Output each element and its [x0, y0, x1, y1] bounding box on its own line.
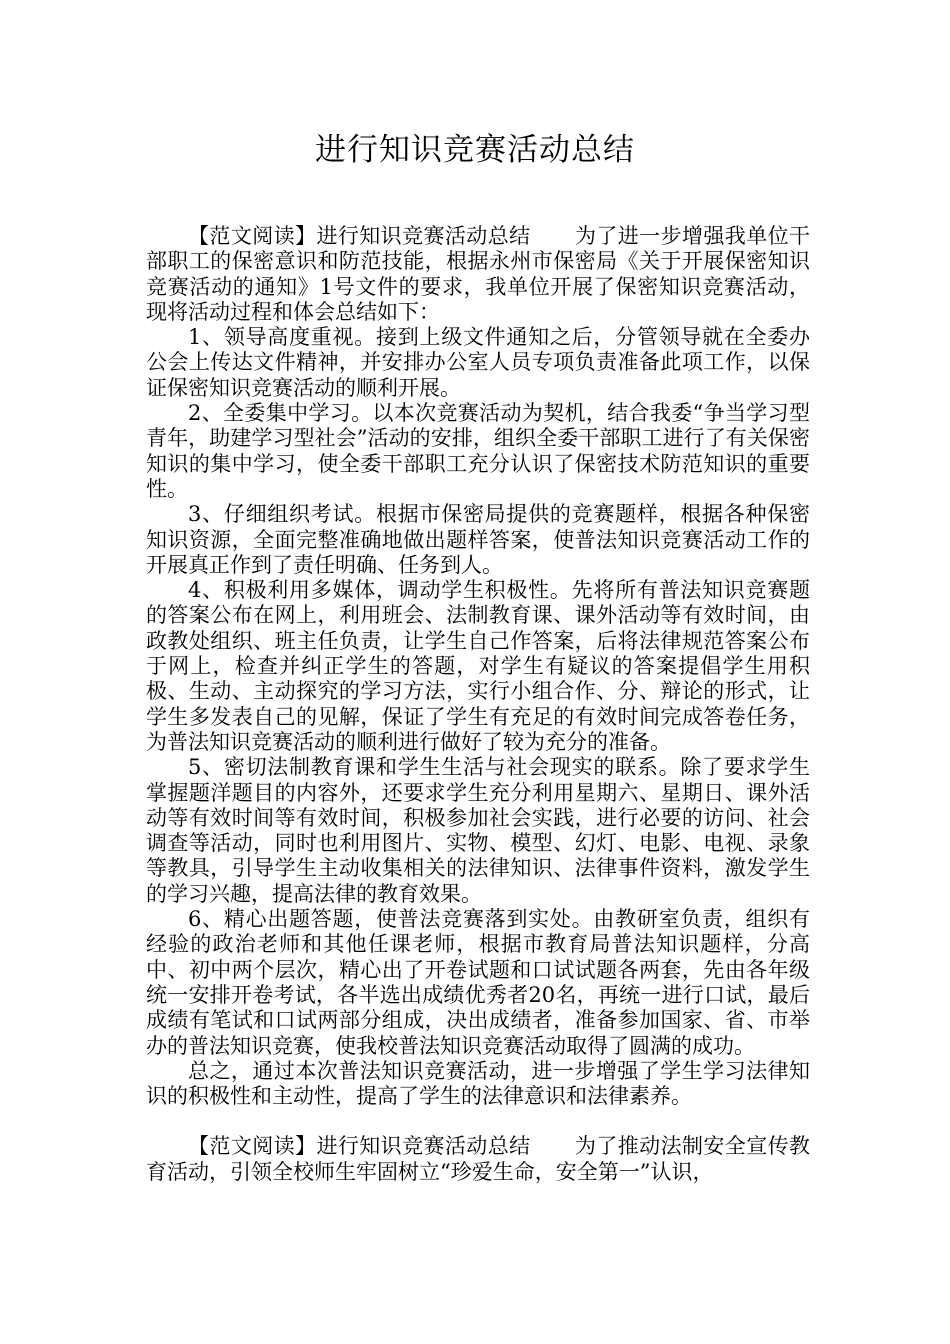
section2-intro-rest: 为了推动法制安全宣传教育活动，引领全校师生牢固树立“珍爱生命，安全第一”认识， [146, 1134, 811, 1184]
list-item: 1、领导高度重视。接到上级文件通知之后，分管领导就在全委办公会上传达文件精神，并安排办公室人员专项负责准备此项工作，以保证保密知识竞赛活动的顺利开展。 [146, 325, 810, 400]
list-item: 3、仔细组织考试。根据市保密局提供的竞赛题样，根据各种保密知识资源，全面完整准确地做出题样答案，使普法知识竞赛活动工作的开展真正作到了责任明确、任务到人。 [146, 502, 810, 577]
section1-intro-rest: 为了进一步增强我单位干部职工的保密意识和防范技能，根据永州市保密局《关于开展保密知识竞赛活动的通知》1号文件的要求，我单位开展了保密知识竞赛活动，现将活动过程和体会总结如下： [146, 224, 811, 324]
list-item: 6、精心出题答题，使普法竞赛落到实处。由教研室负责，组织有经验的政治老师和其他任课老师，根据市教育局普法知识题样，分高中、初中两个层次，精心出了开卷试题和口试试题各两套，先由各年级统一安排开卷考试，各半选出成绩优秀者20名，再统一进行口试，最后成绩有笔试和口试两部分组成，决出成绩者，准备参加国家、省、市举办的普法知识竞赛，使我校普法知识竞赛活动取得了圆满的成功。 [146, 907, 810, 1058]
list-item: 2、全委集中学习。以本次竞赛活动为契机，结合我委“争当学习型青年，助建学习型社会”活动的安排，组织全委干部职工进行了有关保密知识的集中学习，使全委干部职工充分认识了保密技术防范知识的重要性。 [146, 401, 810, 501]
section1-intro-lead: 【范文阅读】进行知识竞赛活动总结 [188, 224, 531, 248]
section2-intro [146, 1134, 810, 1185]
section1-intro [146, 224, 810, 325]
section-divider-gap [146, 1109, 810, 1134]
section2-intro-lead: 【范文阅读】进行知识竞赛活动总结 [188, 1134, 531, 1159]
document-body [146, 224, 810, 1185]
document-title: 进行知识竞赛活动总结 [315, 132, 635, 168]
list-item: 5、密切法制教育课和学生生活与社会现实的联系。除了要求学生掌握题洋题目的内容外，还要求学生充分利用星期六、星期日、课外活动等有效时间等有效时间，积极参加社会实践，进行必要的访问、社会调查等活动，同时也利用图片、实物、模型、幻灯、电影、电视、录象等教具，引导学生主动收集相关的法律知识、法律事件资料，激发学生的学习兴趣，提高法律的教育效果。 [146, 755, 810, 906]
list-item: 4、积极利用多媒体，调动学生积极性。先将所有普法知识竞赛题的答案公布在网上，利用班会、法制教育课、课外活动等有效时间，由政教处组织、班主任负责，让学生自己作答案，后将法律规范答案公布于网上，检查并纠正学生的答题，对学生有疑议的答案提倡学生用积极、生动、主动探究的学习方法，实行小组合作、分、辩论的形式，让学生多发表自己的见解，保证了学生有充足的有效时间完成答卷任务，为普法知识竞赛活动的顺利进行做好了较为充分的准备。 [146, 578, 810, 754]
section1-conclusion: 总之，通过本次普法知识竞赛活动，进一步增强了学生学习法律知识的积极性和主动性，提高了学生的法律意识和法律素养。 [146, 1058, 810, 1109]
